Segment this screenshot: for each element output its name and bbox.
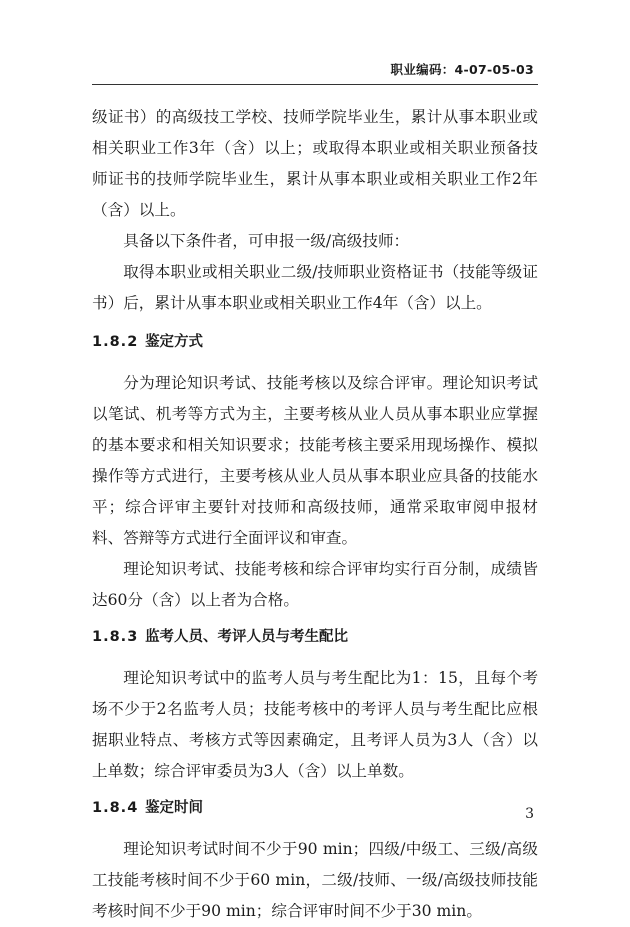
header-rule (92, 84, 538, 85)
paragraph: 具备以下条件者，可申报一级/高级技师： (123, 232, 410, 250)
section-heading (92, 622, 538, 653)
paragraph: 理论知识考试时间不少于90 min；四级/中级工、三级/高级工技能考核时间不少于60 min，二级/技师、一级/高级技师技能考核时间不少于90 min；综合评审时间不少于30 min。 (92, 840, 538, 920)
paragraph: 分为理论知识考试、技能考核以及综合评审。理论知识考试以笔试、机考等方式为主，主要考核从业人员从事本职业应掌握的基本要求和相关知识要求；技能考核主要采用现场操作、模拟操作等方式进行，主要考核从业人员从事本职业应具备的技能水平；综合评审主要针对技师和高级技师，通常采取审阅申报材料、答辩等方式进行全面评议和审查。 (92, 374, 538, 547)
document-body (92, 102, 538, 927)
section-number: 1.8.2 (92, 334, 139, 350)
section-title: 鉴定方式 (145, 334, 204, 350)
section-heading (92, 327, 538, 358)
paragraph: 级证书）的高级技工学校、技师学院毕业生，累计从事本职业或相关职业工作3年（含）以上；或取得本职业或相关职业预备技师证书的技师学院毕业生，累计从事本职业或相关职业工作2年（含）以上。 (92, 108, 538, 219)
section-title: 监考人员、考评人员与考生配比 (145, 629, 349, 645)
section-number: 1.8.4 (92, 800, 139, 816)
page-number: 3 (525, 806, 534, 822)
section-heading (92, 793, 538, 824)
section-title: 鉴定时间 (145, 800, 204, 816)
paragraph: 理论知识考试、技能考核和综合评审均实行百分制，成绩皆达60分（含）以上者为合格。 (92, 560, 538, 609)
section-number: 1.8.3 (92, 629, 139, 645)
occupation-code: 职业编码：4-07-05-03 (390, 62, 534, 77)
paragraph: 理论知识考试中的监考人员与考生配比为1：15，且每个考场不少于2名监考人员；技能考核中的考评人员与考生配比应根据职业特点、考核方式等因素确定，且考评人员为3人（含）以上单数；综合评审委员为3人（含）以上单数。 (92, 669, 538, 780)
paragraph: 取得本职业或相关职业二级/技师职业资格证书（技能等级证书）后，累计从事本职业或相关职业工作4年（含）以上。 (92, 263, 538, 312)
